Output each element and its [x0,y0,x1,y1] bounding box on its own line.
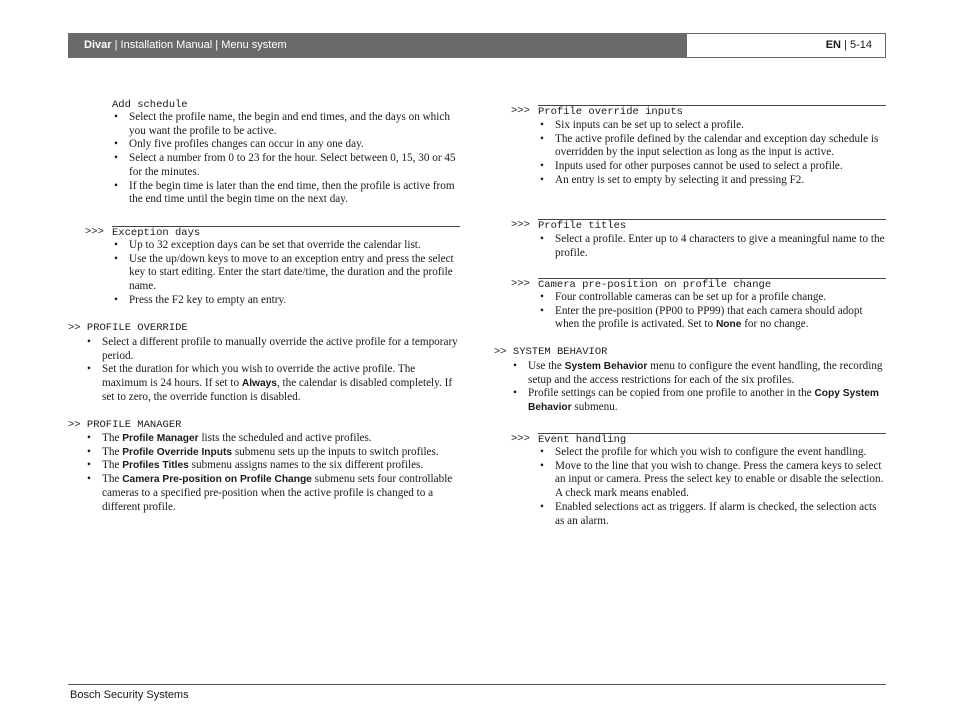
menu-option-always: Always [241,378,277,390]
heading-event-handling [511,433,886,446]
heading-profile-titles [511,219,886,232]
heading-add-schedule: Add schedule [112,99,188,111]
list-item: • The Profile Manager lists the scheduled and active profiles. [85,432,462,446]
menu-name: System Behavior [564,361,648,372]
heading-system-behavior: >> SYSTEM BEHAVIOR [494,346,608,358]
list-item: • Enabled selections act as triggers. If alarm is checked, the selection acts as an alarm. [538,501,888,528]
list-item: • Select a profile. Enter up to 4 characters to give a meaningful name to the profile. [538,233,888,260]
header-separator: | [111,39,121,51]
list-profile-manager [85,432,462,514]
menu-option-none: None [715,319,742,331]
menu-name: Camera Pre-position on Profile Change [122,474,312,486]
list-profile-override [85,336,462,405]
list-profile-override-inputs [538,119,888,188]
list-item: • Enter the pre-position (PP00 to PP99) that each camera should adopt when the profile is activated. Set to None for no change. [538,305,888,332]
heading-title: Exception days [112,226,460,240]
header-separator: | [212,39,222,51]
list-item: • Use the System Behavior menu to configure the event handling, the recording setup and the access restrictions for each of the six profiles. [511,360,888,387]
footer-company: Bosch Security Systems [70,689,189,701]
page-number-box [686,33,886,58]
list-profile-titles [538,233,888,260]
header-manual: Installation Manual [120,39,213,51]
heading-profile-override: >> PROFILE OVERRIDE [68,322,188,334]
page-number: 5-14 [849,39,872,51]
list-item: • If the begin time is later than the end time, then the profile is active from the end time until the begin time on the next day. [112,180,462,207]
list-item: • Four controllable cameras can be set up for a profile change. [538,291,888,305]
heading-exception-days [85,226,460,239]
running-header [68,33,686,58]
heading-camera-preposition [511,278,886,291]
list-system-behavior [511,360,888,415]
footer-divider [68,684,886,685]
menu-name: Copy System Behavior [528,388,879,414]
header-separator: | [840,39,850,51]
heading-profile-override-inputs [511,105,886,118]
list-item: • The Profiles Titles submenu assigns names to the six different profiles. [85,459,462,473]
heading-prefix: >>> [511,433,530,445]
list-item: • Use the up/down keys to move to an exception entry and press the select key to start editing. Enter the start date/time, the duration and the profile name. [112,253,462,294]
menu-name: Profile Override Inputs [122,446,233,458]
list-camera-preposition [538,291,888,332]
list-item: • The Camera Pre-position on Profile Change submenu sets four controllable cameras to a specified pre-position when the active profile is changed to a different profile. [85,473,462,514]
list-item: • Six inputs can be set up to select a profile. [538,119,888,133]
list-exception-days [112,239,462,308]
list-item: • Move to the line that you wish to change. Press the camera keys to select an input or camera. Press the select key to enable or disable the selection. A check mark means enabled. [538,460,888,501]
list-item: • Select the profile name, the begin and end times, and the days on which you want the profile to be active. [112,111,462,138]
list-event-handling [538,446,888,528]
header-product: Divar [84,39,112,51]
heading-prefix: >>> [511,278,530,290]
list-item: • Profile settings can be copied from one profile to another in the Copy System Behavior submenu. [511,387,888,414]
list-item: • Set the duration for which you wish to override the active profile. The maximum is 24 hours. If set to Always, the calendar is disabled completely. If set to zero, the override function is disabled. [85,363,462,404]
list-item: • The Profile Override Inputs submenu sets up the inputs to switch profiles. [85,446,462,460]
list-item: • Up to 32 exception days can be set that override the calendar list. [112,239,462,253]
menu-name: Profile Manager [122,433,199,444]
heading-prefix: >>> [85,226,104,238]
list-item: • Select a number from 0 to 23 for the hour. Select between 0, 15, 30 or 45 for the minutes. [112,152,462,179]
heading-title: Profile titles [538,219,886,233]
list-item: • Select the profile for which you wish to configure the event handling. [538,446,888,460]
heading-prefix: >>> [511,105,530,117]
heading-profile-manager: >> PROFILE MANAGER [68,419,182,431]
header-language: EN [825,39,841,51]
list-item: • Only five profiles changes can occur in any one day. [112,138,462,152]
heading-title: Camera pre-position on profile change [538,278,886,292]
heading-title: Event handling [538,433,886,447]
list-item: • The active profile defined by the calendar and exception day schedule is overridden by the input selection as long as the input is active. [538,133,888,160]
list-add-schedule [112,111,462,207]
menu-name: Profiles Titles [122,460,189,472]
list-item: • An entry is set to empty by selecting it and pressing F2. [538,174,888,188]
heading-title: Profile override inputs [538,105,886,119]
list-item: • Select a different profile to manually override the active profile for a temporary period. [85,336,462,363]
header-section: Menu system [221,39,287,51]
list-item: • Inputs used for other purposes cannot be used to select a profile. [538,160,888,174]
list-item: • Press the F2 key to empty an entry. [112,294,462,308]
heading-prefix: >>> [511,219,530,231]
